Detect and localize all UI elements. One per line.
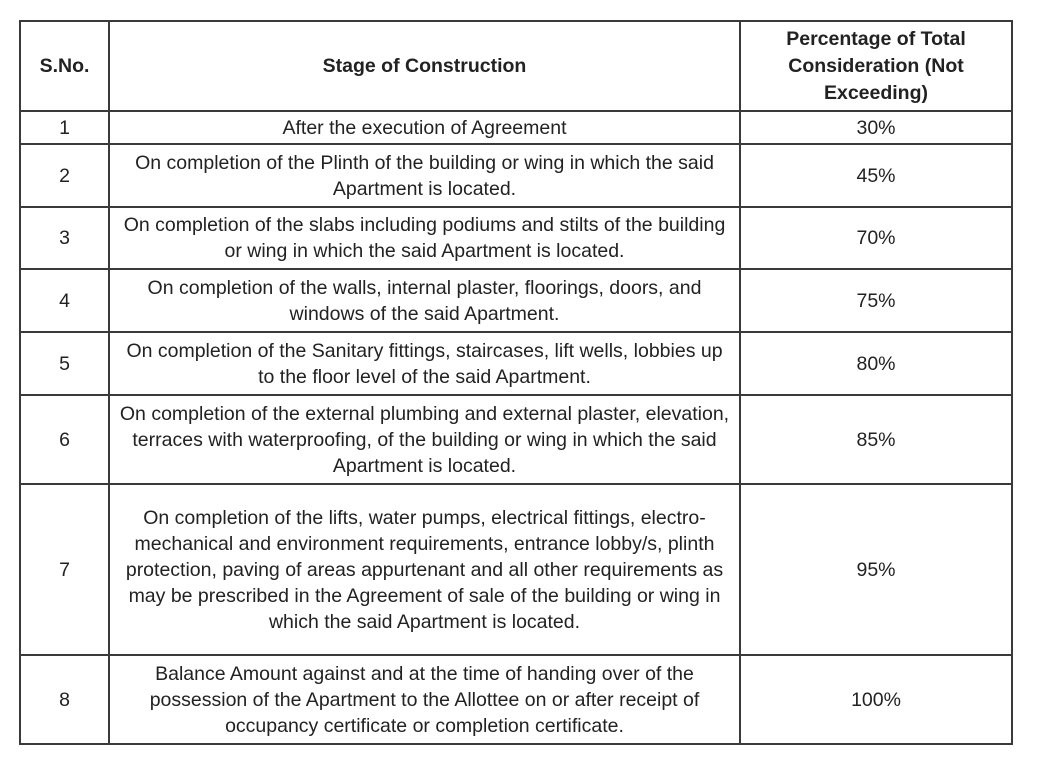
row-stage: On completion of the lifts, water pumps, electrical fittings, electro-mechanical and environment requirements, entrance lobby/s, plinth protection, paving of areas appurtenant and all other requirements as may be prescribed in the Agreement of sale of the building or wing in which the said Apartment is located.	[109, 484, 740, 655]
header-stage: Stage of Construction	[109, 21, 740, 111]
row-percentage: 70%	[740, 207, 1012, 269]
table-row	[20, 207, 1012, 269]
row-sno: 3	[20, 207, 109, 269]
payment-schedule-table	[19, 20, 1013, 745]
row-percentage: 80%	[740, 332, 1012, 395]
row-sno: 8	[20, 655, 109, 744]
header-sno: S.No.	[20, 21, 109, 111]
table-row	[20, 332, 1012, 395]
header-percentage: Percentage of Total Consideration (Not Exceeding)	[740, 21, 1012, 111]
row-sno: 6	[20, 395, 109, 484]
row-sno: 4	[20, 269, 109, 332]
row-sno: 2	[20, 144, 109, 207]
row-stage: Balance Amount against and at the time of handing over of the possession of the Apartment to the Allottee on or after receipt of occupancy certificate or completion certificate.	[109, 655, 740, 744]
row-stage: On completion of the Sanitary fittings, staircases, lift wells, lobbies up to the floor level of the said Apartment.	[109, 332, 740, 395]
table-row	[20, 655, 1012, 744]
row-percentage: 85%	[740, 395, 1012, 484]
table-header-row	[20, 21, 1012, 111]
table-row	[20, 144, 1012, 207]
row-sno: 5	[20, 332, 109, 395]
table-row	[20, 395, 1012, 484]
row-percentage: 100%	[740, 655, 1012, 744]
row-percentage: 95%	[740, 484, 1012, 655]
table-row	[20, 269, 1012, 332]
row-stage: On completion of the slabs including podiums and stilts of the building or wing in which the said Apartment is located.	[109, 207, 740, 269]
row-sno: 1	[20, 111, 109, 144]
row-percentage: 45%	[740, 144, 1012, 207]
row-percentage: 30%	[740, 111, 1012, 144]
table-row	[20, 111, 1012, 144]
row-stage: On completion of the walls, internal plaster, floorings, doors, and windows of the said Apartment.	[109, 269, 740, 332]
row-stage: On completion of the Plinth of the building or wing in which the said Apartment is located.	[109, 144, 740, 207]
row-stage: On completion of the external plumbing and external plaster, elevation, terraces with waterproofing, of the building or wing in which the said Apartment is located.	[109, 395, 740, 484]
table-row	[20, 484, 1012, 655]
row-percentage: 75%	[740, 269, 1012, 332]
row-sno: 7	[20, 484, 109, 655]
row-stage: After the execution of Agreement	[109, 111, 740, 144]
